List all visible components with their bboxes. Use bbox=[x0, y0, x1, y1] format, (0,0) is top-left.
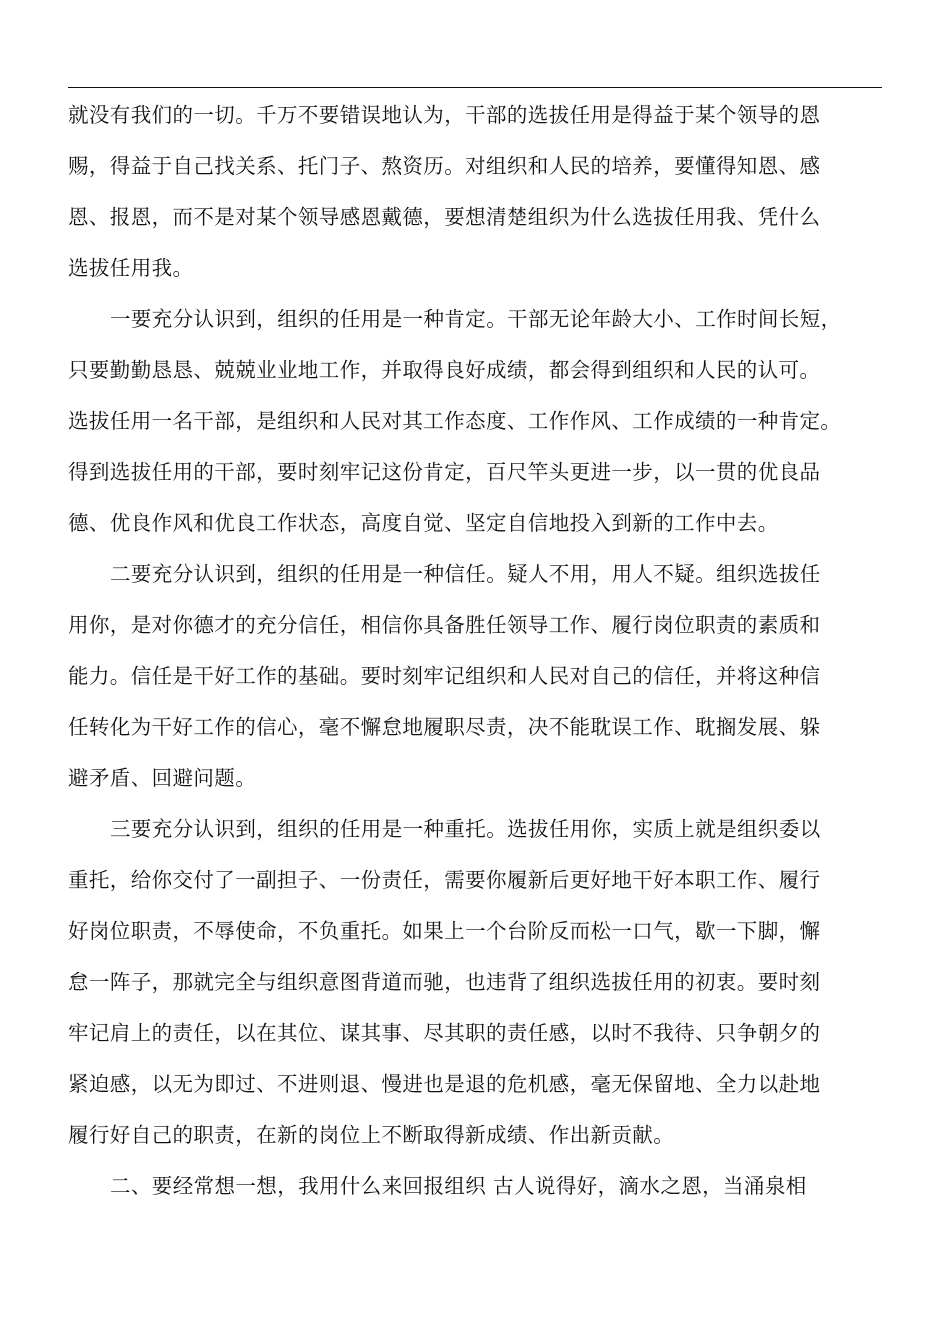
paragraph-line: 重托，给你交付了一副担子、一份责任，需要你履新后更好地干好本职工作、履行 bbox=[68, 868, 821, 892]
paragraph-line: 只要勤勤恳恳、兢兢业业地工作，并取得良好成绩，都会得到组织和人民的认可。 bbox=[68, 358, 821, 382]
paragraph-line: 任转化为干好工作的信心，毫不懈怠地履职尽责，决不能耽误工作、耽搁发展、躲 bbox=[68, 715, 821, 739]
paragraph-2 bbox=[68, 294, 882, 549]
paragraph-line: 紧迫感，以无为即过、不进则退、慢进也是退的危机感，毫无保留地、全力以赴地 bbox=[68, 1072, 821, 1096]
header-rule bbox=[68, 87, 882, 88]
paragraph-line: 履行好自己的职责，在新的岗位上不断取得新成绩、作出新贡献。 bbox=[68, 1123, 675, 1147]
paragraph-line: 得到选拔任用的干部，要时刻牢记这份肯定，百尺竿头更进一步，以一贯的优良品 bbox=[68, 460, 821, 484]
paragraph-line: 用你，是对你德才的充分信任，相信你具备胜任领导工作、履行岗位职责的素质和 bbox=[68, 613, 821, 637]
paragraph-line: 就没有我们的一切。千万不要错误地认为，干部的选拔任用是得益于某个领导的恩 bbox=[68, 103, 821, 127]
paragraph-line: 二要充分认识到，组织的任用是一种信任。疑人不用，用人不疑。组织选拔任 bbox=[110, 562, 821, 586]
paragraph-1 bbox=[68, 90, 882, 294]
paragraph-line: 选拔任用一名干部，是组织和人民对其工作态度、工作作风、工作成绩的一种肯定。 bbox=[68, 409, 842, 433]
paragraph-line: 恩、报恩，而不是对某个领导感恩戴德，要想清楚组织为什么选拔任用我、凭什么 bbox=[68, 205, 821, 229]
paragraph-line: 一要充分认识到，组织的任用是一种肯定。干部无论年龄大小、工作时间长短， bbox=[110, 307, 842, 331]
document-body bbox=[68, 90, 882, 1212]
paragraph-line: 能力。信任是干好工作的基础。要时刻牢记组织和人民对自己的信任，并将这种信 bbox=[68, 664, 821, 688]
paragraph-line: 赐，得益于自己找关系、托门子、熬资历。对组织和人民的培养，要懂得知恩、感 bbox=[68, 154, 821, 178]
paragraph-line: 选拔任用我。 bbox=[68, 256, 194, 280]
paragraph-line: 二、要经常想一想，我用什么来回报组织 古人说得好，滴水之恩，当涌泉相 bbox=[110, 1174, 807, 1198]
paragraph-line: 牢记肩上的责任，以在其位、谋其事、尽其职的责任感，以时不我待、只争朝夕的 bbox=[68, 1021, 821, 1045]
paragraph-line: 怠一阵子，那就完全与组织意图背道而驰，也违背了组织选拔任用的初衷。要时刻 bbox=[68, 970, 821, 994]
paragraph-4 bbox=[68, 804, 882, 1161]
paragraph-line: 避矛盾、回避问题。 bbox=[68, 766, 257, 790]
paragraph-line: 德、优良作风和优良工作状态，高度自觉、坚定自信地投入到新的工作中去。 bbox=[68, 511, 779, 535]
paragraph-line: 三要充分认识到，组织的任用是一种重托。选拔任用你，实质上就是组织委以 bbox=[110, 817, 821, 841]
paragraph-3 bbox=[68, 549, 882, 804]
paragraph-5 bbox=[68, 1161, 882, 1212]
paragraph-line: 好岗位职责，不辱使命，不负重托。如果上一个台阶反而松一口气，歇一下脚，懈 bbox=[68, 919, 821, 943]
